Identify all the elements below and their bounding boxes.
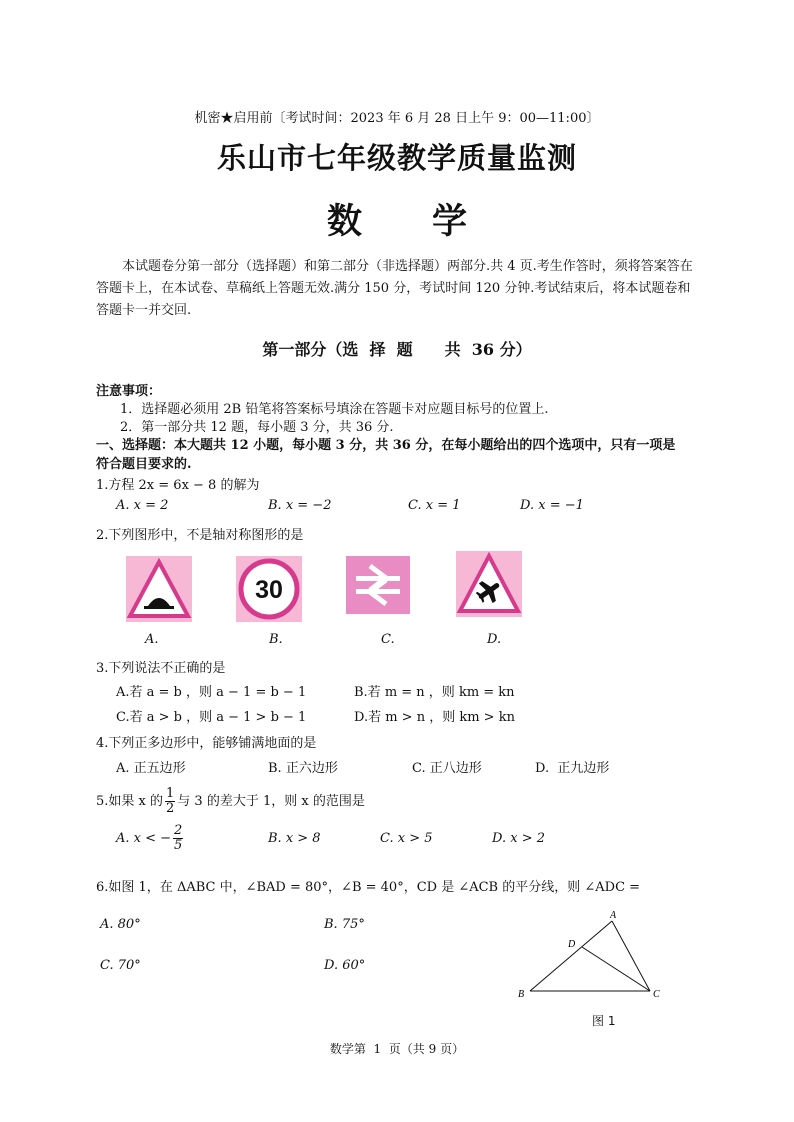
intro-paragraph: 本试题卷分第一部分（选择题）和第二部分（非选择题）两部分.共 4 页.考生作答时，须将答案答在答题卡上，在本试卷、草稿纸上答题无效.满分 150 分，考试时间 120 分钟.考试结束后，将本试题卷和答题卡一并交回. [96, 259, 693, 318]
speed-limit-text: 30 [255, 576, 283, 604]
q2-stem: 2.下列图形中，不是轴对称图形的是 [96, 528, 304, 543]
q2-label-d: D. [487, 632, 502, 647]
q5-option-d: D. x > 2 [492, 831, 545, 846]
notes-heading: 注意事项： [96, 384, 162, 399]
q5-option-a-fraction [173, 824, 183, 853]
q6-option-d: D. 60° [324, 958, 366, 973]
section1-line1: 一、选择题：本大题共 12 小题，每小题 3 分，共 36 分，在每小题给出的四个选项中，只有一项是 [96, 438, 676, 453]
q5-stem-post: 与 3 的差大于 1，则 x 的范围是 [177, 794, 365, 809]
q4-option-a: A. 正五边形 [116, 761, 186, 776]
hump-bridge-sign-icon [126, 556, 192, 622]
q3-stem: 3.下列说法不正确的是 [96, 661, 226, 676]
q2-label-c: C. [381, 632, 395, 647]
speed-limit-sign-icon [236, 556, 302, 622]
q5-fraction [165, 787, 175, 816]
segment-cd [582, 947, 650, 991]
q5-option-c: C. x > 5 [380, 831, 433, 846]
q1-option-a: A. x = 2 [116, 498, 169, 513]
q4-option-c: C. 正八边形 [412, 761, 482, 776]
q1-option-c: C. x = 1 [408, 498, 461, 513]
part1-title: 第一部分（选 择 题 共 36 分） [262, 340, 532, 359]
q1-option-d: D. x = −1 [520, 498, 584, 513]
confidential-line: 机密★启用前〔考试时间：2023 年 6 月 28 日上午 9：00—11:00〕 [194, 111, 600, 126]
q5-option-b: B. x > 8 [268, 831, 321, 846]
label-c: C [653, 989, 660, 1000]
q1-option-b: B. x = −2 [268, 498, 332, 513]
q6-option-a: A. 80° [100, 917, 141, 932]
q5-frac-den: 2 [166, 801, 175, 816]
figure-caption: 图 1 [592, 1014, 616, 1028]
subject-title: 数 学 [326, 202, 467, 242]
q5-frac-num: 1 [166, 786, 175, 801]
q2-label-b: B. [269, 632, 283, 647]
exam-title: 乐山市七年级教学质量监测 [216, 141, 577, 175]
q4-option-b: B. 正六边形 [268, 761, 338, 776]
q6-option-b: B. 75° [324, 917, 365, 932]
q1-stem: 1.方程 2x = 6x − 8 的解为 [96, 478, 260, 493]
label-a: A [610, 910, 617, 921]
section1-line2: 符合题目要求的. [96, 457, 192, 472]
q5-option-a-num: 2 [174, 823, 183, 838]
airplane-sign-icon [456, 551, 522, 617]
q3-option-a: A.若 a = b ，则 a − 1 = b − 1 [116, 685, 307, 700]
label-d: D [568, 939, 576, 950]
triangle-figure [510, 905, 670, 1000]
q3-option-b: B.若 m = n ，则 km = kn [354, 685, 515, 700]
side-ab [530, 921, 612, 991]
q4-stem: 4.下列正多边形中，能够铺满地面的是 [96, 736, 317, 751]
q3-option-c: C.若 a > b ，则 a − 1 > b − 1 [116, 710, 307, 725]
q3-option-d: D.若 m > n ，则 km > kn [354, 710, 515, 725]
q5-stem [96, 787, 365, 816]
page-footer: 数学第 1 页（共 9 页） [329, 1042, 465, 1056]
side-ac [612, 921, 650, 991]
q5-option-a-pre: A. x < − [116, 831, 172, 846]
q6-option-c: C. 70° [100, 958, 141, 973]
railway-sign-icon [346, 556, 410, 614]
label-b: B [518, 989, 525, 1000]
q5-option-a [116, 824, 185, 853]
notes-item-1: 1．选择题必须用 2B 铅笔将答案标号填涂在答题卡对应题目标号的位置上. [120, 402, 549, 417]
q4-option-d: D. 正九边形 [535, 761, 610, 776]
notes-item-2: 2．第一部分共 12 题，每小题 3 分，共 36 分. [120, 420, 394, 435]
q5-stem-pre: 5.如果 x 的 [96, 794, 163, 809]
q2-label-a: A. [145, 632, 159, 647]
q5-option-a-den: 5 [174, 838, 183, 853]
q6-stem: 6.如图 1，在 ΔABC 中，∠BAD = 80°，∠B = 40°，CD 是 ∠ACB 的平分线，则 ∠ADC = [96, 880, 641, 895]
